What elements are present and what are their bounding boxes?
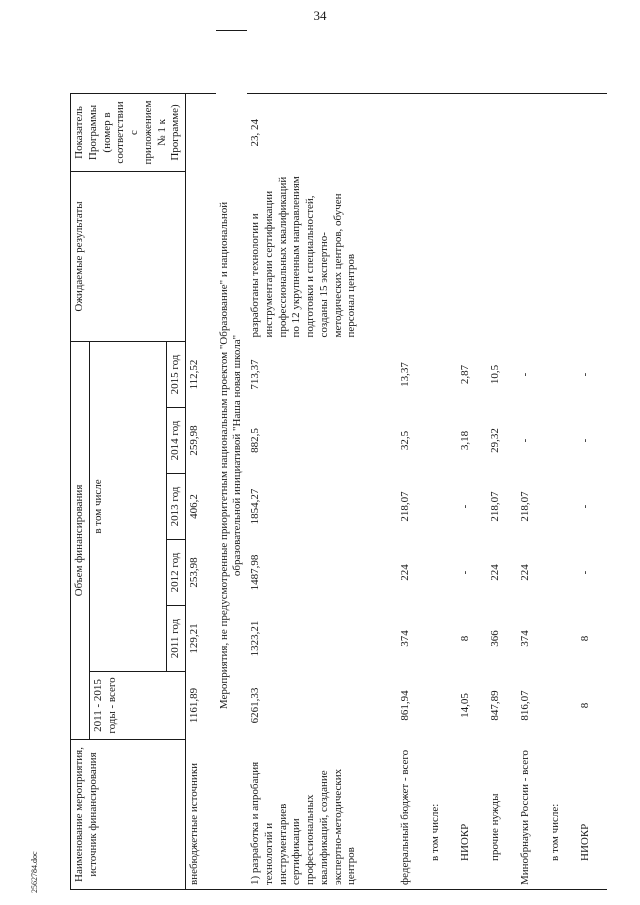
row-year-value: 224: [519, 564, 531, 581]
table-row: [577, 31, 607, 890]
row-indicator: [397, 93, 427, 171]
row-result: [517, 171, 547, 341]
row-year-value: 882,5: [249, 428, 261, 453]
row-total: 816,07: [519, 690, 531, 721]
row-year-value: 218,07: [489, 491, 501, 522]
row-year-value: -: [579, 372, 591, 377]
row-year-value: [547, 540, 577, 606]
row-year-value: 8: [579, 635, 591, 642]
row-year-value: 10,5: [489, 364, 501, 385]
row-year-value: -: [579, 570, 591, 575]
row-indicator: [457, 93, 487, 171]
row-year-value: 1854,27: [249, 488, 261, 525]
table-row: [487, 31, 517, 890]
row-result: разработаны технологии и инструментарии сертификации профессиональных квалификаций по 12 укрупненным направлениям подготовки и специальностей, созданы 15 экспертно-методических центров, обучен персонал центров: [249, 176, 358, 338]
row-year-value: [427, 540, 457, 606]
section-title: Мероприятия, не предусмотренные приоритетным национальным проектом "Образование" и национальной образовательной инициативой "Наша новая школа": [217, 201, 244, 710]
header-year: 2012 год: [167, 540, 186, 606]
row-year-value: 32,5: [399, 430, 411, 451]
rotated-table-page: [70, 30, 600, 890]
header-indicator: Показатель Программы (номер в соответствии с приложением № 1 к Программе): [71, 93, 186, 171]
row-indicator: 23, 24: [247, 93, 397, 171]
row-total: 847,89: [489, 690, 501, 721]
row-year-value: 374: [519, 630, 531, 647]
row-year-value: 224: [399, 564, 411, 581]
row-total: 14,05: [459, 693, 471, 718]
row-year-value: -: [459, 504, 471, 509]
row-total: [547, 672, 577, 740]
row-name: 1) разработка и апробация технологий и инструментариев сертификации профессиональных квалификаций, создание экспертно-методических центров: [247, 740, 397, 890]
row-result: [577, 171, 607, 341]
row-year-value: 112,52: [188, 359, 200, 390]
row-name: в том числе:: [427, 740, 457, 890]
row-year-value: 29,32: [489, 428, 501, 453]
section-row: [216, 31, 248, 890]
row-name: в том числе:: [547, 740, 577, 890]
row-name: федеральный бюджет - всего: [397, 740, 427, 890]
row-year-value: [547, 474, 577, 540]
header-results: Ожидаемые результаты: [71, 171, 186, 341]
row-year-value: 129,21: [188, 623, 200, 654]
row-year-value: 1487,98: [249, 554, 261, 591]
row-year-value: 2,87: [459, 364, 471, 385]
row-name: НИОКР: [457, 740, 487, 890]
row-year-value: 1323,21: [249, 620, 261, 657]
table-row: [517, 31, 547, 890]
row-result: [186, 171, 216, 341]
row-year-value: [427, 606, 457, 672]
header-year: 2011 год: [167, 606, 186, 672]
row-year-value: 224: [489, 564, 501, 581]
row-total: 6261,33: [249, 687, 261, 724]
row-result: [457, 171, 487, 341]
row-year-value: [427, 341, 457, 407]
row-year-value: -: [519, 372, 531, 377]
row-year-value: [547, 606, 577, 672]
row-result: [397, 171, 427, 341]
row-total: 8: [579, 702, 591, 709]
row-indicator: [487, 93, 517, 171]
row-total: [427, 672, 457, 740]
header-in-that: в том числе: [89, 341, 167, 671]
header-row-1: [71, 31, 90, 890]
row-year-value: [427, 474, 457, 540]
row-total: 861,94: [399, 690, 411, 721]
row-year-value: 406,2: [188, 494, 200, 519]
document-filename: 2562784.doc: [30, 851, 39, 893]
row-year-value: 13,37: [399, 362, 411, 387]
header-financing: Объем финансирования: [71, 341, 90, 739]
row-year-value: 374: [399, 630, 411, 647]
row-year-value: -: [579, 438, 591, 443]
header-name: Наименование мероприятия, источник финансирования: [71, 740, 186, 890]
row-name: прочие нужды: [487, 740, 517, 890]
row-name: внебюджетные источники: [186, 740, 216, 890]
section-spacer: [216, 740, 248, 890]
row-year-value: 259,98: [188, 425, 200, 456]
row-result: [427, 171, 457, 341]
row-year-value: -: [459, 570, 471, 575]
row-year-value: -: [519, 438, 531, 443]
row-indicator: [186, 93, 216, 171]
row-total: 1161,89: [188, 687, 200, 724]
row-year-value: -: [579, 504, 591, 509]
header-total: 2011 - 2015 годы - всего: [89, 672, 185, 740]
row-year-value: 8: [459, 635, 471, 642]
row-result: [547, 171, 577, 341]
row-year-value: 218,07: [399, 491, 411, 522]
row-year-value: 366: [489, 630, 501, 647]
row-year-value: [547, 408, 577, 474]
table-row: [547, 31, 577, 890]
row-indicator: [427, 93, 457, 171]
table-row: [457, 31, 487, 890]
table-row: [397, 31, 427, 890]
row-name: Минобрнауки России - всего: [517, 740, 547, 890]
row-year-value: 218,07: [519, 491, 531, 522]
financing-table: [70, 30, 607, 890]
table-row: [247, 31, 397, 890]
table-row: [186, 31, 216, 890]
page-number: 34: [313, 8, 327, 23]
header-year: 2014 год: [167, 408, 186, 474]
row-indicator: [547, 93, 577, 171]
row-name: НИОКР: [577, 740, 607, 890]
row-year-value: 713,37: [249, 359, 261, 390]
header-year: 2013 год: [167, 474, 186, 540]
row-year-value: 253,98: [188, 557, 200, 588]
section-spacer: [216, 31, 248, 94]
row-indicator: [577, 93, 607, 171]
row-year-value: [547, 341, 577, 407]
section-spacer: [216, 93, 248, 171]
row-result: [487, 171, 517, 341]
row-indicator: [517, 93, 547, 171]
table-row: [427, 31, 457, 890]
row-year-value: 3,18: [459, 430, 471, 451]
row-year-value: [427, 408, 457, 474]
header-year: 2015 год: [167, 341, 186, 407]
